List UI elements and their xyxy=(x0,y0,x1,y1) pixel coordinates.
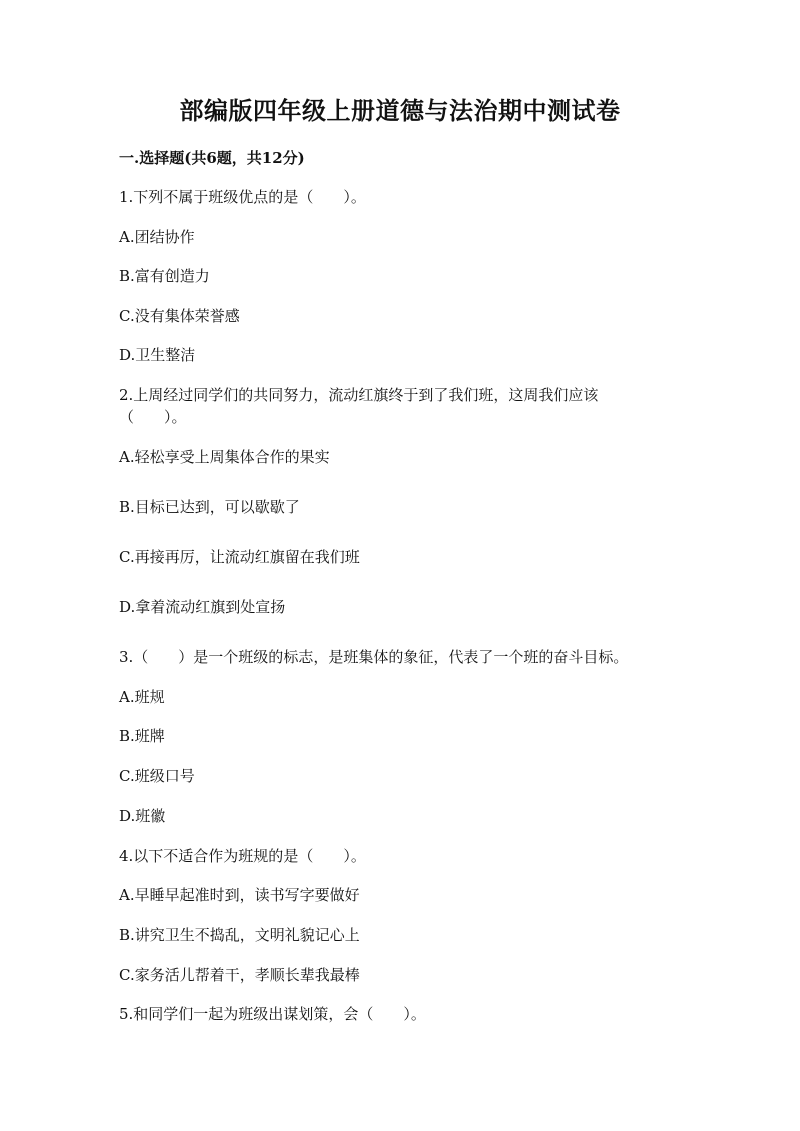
page-title: 部编版四年级上册道德与法治期中测试卷 xyxy=(179,96,621,125)
question-2-stem-line-2: （ ）。 xyxy=(119,408,187,426)
question-3-option-c: C.班级口号 xyxy=(119,767,195,785)
question-4-option-b: B.讲究卫生不捣乱，文明礼貌记心上 xyxy=(119,926,360,944)
question-3-option-d: D.班徽 xyxy=(119,807,166,825)
question-2-option-a: A.轻松享受上周集体合作的果实 xyxy=(119,448,330,466)
question-3-option-a: A.班规 xyxy=(119,688,165,706)
question-3-stem: 3.（ ）是一个班级的标志，是班集体的象征，代表了一个班的奋斗目标。 xyxy=(119,648,629,666)
question-3-option-b: B.班牌 xyxy=(119,727,165,745)
section-heading: 一.选择题(共6题，共12分) xyxy=(119,149,305,167)
question-4-stem: 4.以下不适合作为班规的是（ ）。 xyxy=(119,847,366,865)
question-1-option-b: B.富有创造力 xyxy=(119,267,210,285)
question-2-stem-line-1: 2.上周经过同学们的共同努力，流动红旗终于到了我们班，这周我们应该 xyxy=(119,386,599,404)
question-5-stem: 5.和同学们一起为班级出谋划策，会（ ）。 xyxy=(119,1005,426,1023)
question-2-option-d: D.拿着流动红旗到处宣扬 xyxy=(119,598,286,616)
question-1-option-a: A.团结协作 xyxy=(119,228,195,246)
question-2-option-b: B.目标已达到，可以歇歇了 xyxy=(119,498,300,516)
question-2-option-c: C.再接再厉，让流动红旗留在我们班 xyxy=(119,548,360,566)
question-1-option-c: C.没有集体荣誉感 xyxy=(119,307,240,325)
question-1-option-d: D.卫生整洁 xyxy=(119,346,196,364)
question-1-stem: 1.下列不属于班级优点的是（ ）。 xyxy=(119,188,366,206)
question-4-option-a: A.早睡早起准时到，读书写字要做好 xyxy=(119,886,360,904)
question-4-option-c: C.家务活儿帮着干，孝顺长辈我最棒 xyxy=(119,966,360,984)
